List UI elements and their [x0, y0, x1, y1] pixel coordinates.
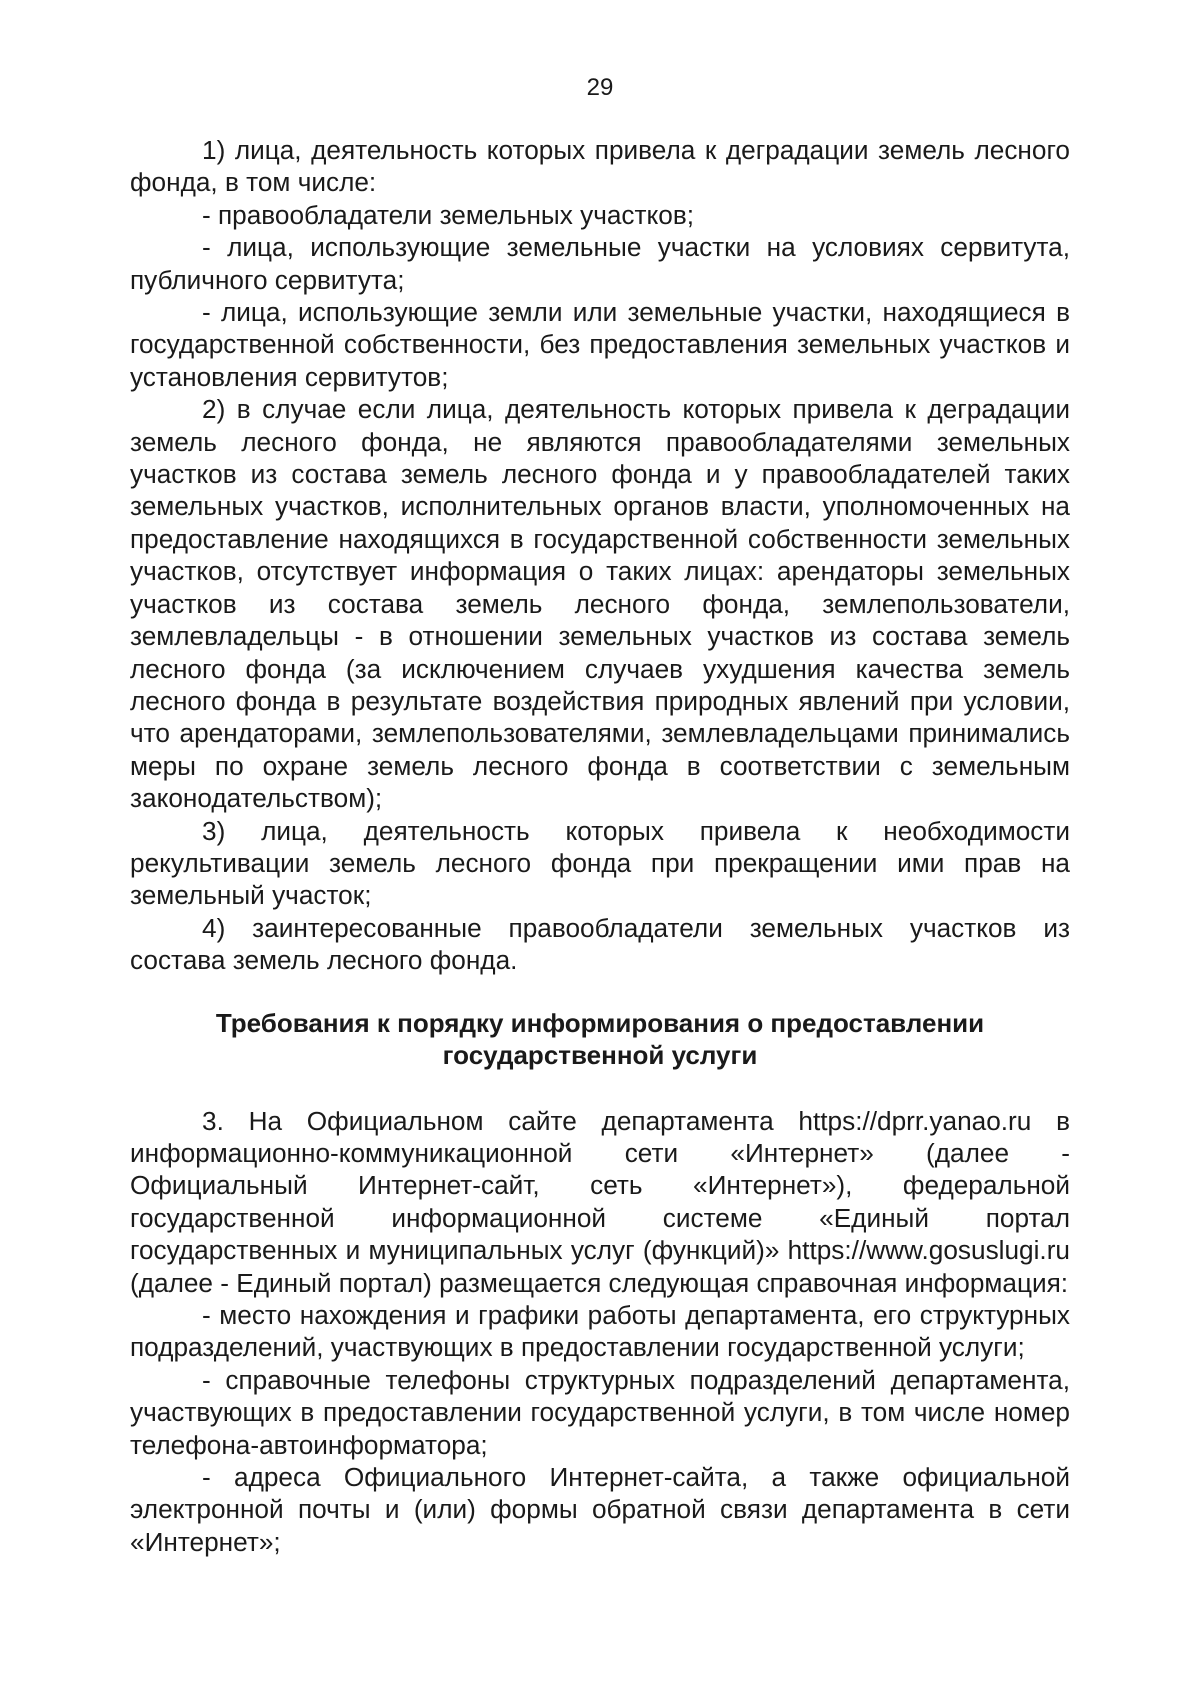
- page-number: 29: [586, 74, 614, 101]
- paragraph-bullet-state-land-users: - лица, использующие земли или земельные участки, находящиеся в государственной собственности, без предоставления земельных участков и установления сервитутов;: [130, 297, 1070, 392]
- paragraph-bullet-phones: - справочные телефоны структурных подразделений департамента, участвующих в предоставлении государственной услуги, в том числе номер телефона-автоинформатора;: [130, 1364, 1070, 1460]
- paragraph-bullet-rights-holders: - правообладатели земельных участков;: [202, 199, 695, 230]
- section-heading-line-1: Требования к порядку информирования о предоставлении: [215, 1007, 985, 1038]
- paragraph-item-4: 4) заинтересованные правообладатели земельных участков из состава земель лесного фонда.: [130, 912, 1070, 976]
- paragraph-item-3: 3) лица, деятельность которых привела к необходимости рекультивации земель лесного фонда при прекращении ими прав на земельный участок;: [130, 815, 1070, 911]
- paragraph-item-1: 1) лица, деятельность которых привела к деградации земель лесного фонда, в том числе:: [130, 135, 1070, 198]
- document-body: [130, 134, 1070, 1558]
- section-heading: [130, 1007, 1070, 1071]
- paragraph-bullet-addresses: - адреса Официального Интернет-сайта, а также официальной электронной почты и (или) формы обратной связи департамента в сети «Интернет»;: [130, 1462, 1070, 1557]
- paragraph-bullet-location-schedule: - место нахождения и графики работы департамента, его структурных подразделений, участвующих в предоставлении государственной услуги;: [130, 1300, 1070, 1363]
- paragraph-clause-3: 3. На Официальном сайте департамента https://dprr.yanao.ru в информационно-коммуникационной сети «Интернет» (далее - Официальный Интернет-сайт, сеть «Интернет»), федеральной государственной информационной системе «Единый портал государственных и муниципальных услуг (функций)» https://www.gosuslugi.ru (далее - Единый портал) размещается следующая справочная информация:: [130, 1105, 1070, 1298]
- section-heading-line-2: государственной услуги: [442, 1039, 758, 1070]
- paragraph-item-2: 2) в случае если лица, деятельность которых привела к деградации земель лесного фонда, не являются правообладателями земельных участков из состава земель лесного фонда и у правообладателей таких земельных участков, исполнительных органов власти, уполномоченных на предоставление находящихся в государственной собственности земельных участков, отсутствует информация о таких лицах: арендаторы земельных участков из состава земель лесного фонда, землепользователи, землевладельцы - в отношении земельных участков из состава земель лесного фонда (за исключением случаев ухудшения качества земель лесного фонда в результате воздействия природных явлений при условии, что арендаторами, землепользователями, землевладельцами принимались меры по охране земель лесного фонда в соответствии с земельным законодательством);: [130, 394, 1070, 814]
- paragraph-bullet-servitude-users: - лица, использующие земельные участки на условиях сервитута, публичного сервитута;: [130, 232, 1070, 295]
